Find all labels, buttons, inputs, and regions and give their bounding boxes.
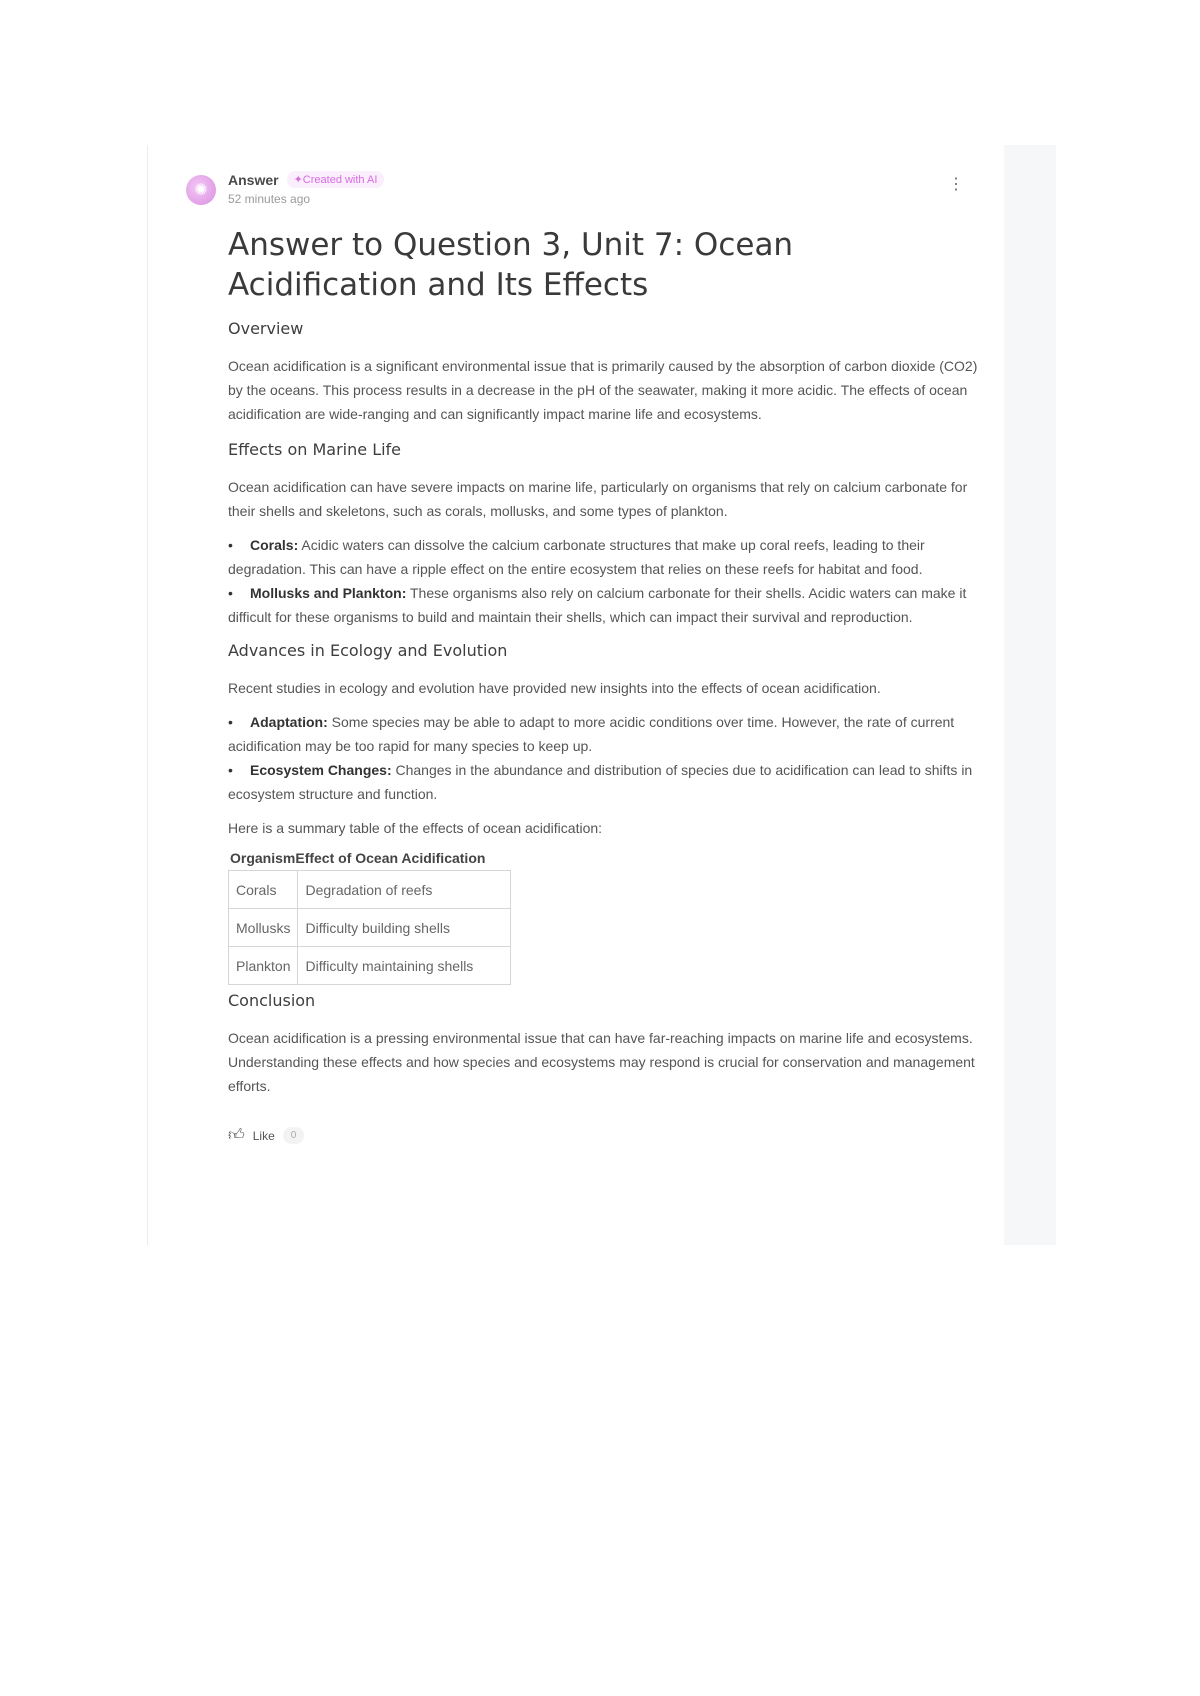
marine-text: Ocean acidification can have severe impacts on marine life, particularly on organisms that rely on calcium carbonate for their shells and skeletons, such as corals, mollusks, and some types of plankton. (228, 479, 968, 519)
list-item-term: Ecosystem Changes: (250, 762, 392, 778)
timestamp: 52 minutes ago (228, 192, 311, 206)
list-item (228, 533, 988, 581)
overview-text: Ocean acidification is a significant environmental issue that is primarily caused by the absorption of carbon dioxide (CO2) by the oceans. This process results in a decrease in the pH of the seawater, making it more acidic. The effects of ocean acidification are wide-ranging and can significantly impact marine life and ecosystems. (228, 358, 978, 422)
list-item-term: Corals: (250, 537, 299, 553)
table-row (229, 909, 511, 947)
marine-list (228, 533, 988, 629)
list-item (228, 710, 988, 758)
like-count: 0 (283, 1127, 305, 1144)
summary-table (228, 850, 988, 985)
author-label: Answer (228, 171, 279, 188)
list-item-text: These organisms also rely on calcium carbonate for their shells. Acidic waters can make it difficult for these organisms to build and maintain their shells, which can impact their survival and reproduction. (228, 585, 967, 625)
answer-content (228, 225, 988, 1145)
like-button[interactable]: Like (252, 1128, 275, 1143)
conclusion-text: Ocean acidification is a pressing environmental issue that can have far-reaching impacts on marine life and ecosystems. Understanding these effects and how species and ecosystems may respond is crucial for conservation and management efforts. (228, 1030, 975, 1094)
section-heading-advances: Advances in Ecology and Evolution (228, 641, 508, 660)
section-heading-marine: Effects on Marine Life (228, 440, 402, 459)
table-cell: Mollusks (229, 909, 298, 947)
advances-text: Recent studies in ecology and evolution have provided new insights into the effects of ocean acidification. (228, 680, 881, 696)
list-item-term: Mollusks and Plankton: (250, 585, 407, 601)
list-item-text: Acidic waters can dissolve the calcium carbonate structures that make up coral reefs, leading to their degradation. This can have a ripple effect on the entire ecosystem that relies on these reefs for habitat and food. (228, 537, 925, 577)
thumbs-up-icon[interactable]: 👍︎ (228, 1127, 245, 1144)
page-title: Answer to Question 3, Unit 7: Ocean Acidification and Its Effects (228, 227, 794, 303)
answer-header (228, 171, 384, 206)
list-item (228, 581, 988, 629)
bullet-icon: • (228, 537, 233, 553)
table-header (228, 850, 988, 866)
table-cell: Plankton (229, 947, 298, 985)
more-vertical-icon[interactable]: ⋮ (948, 176, 964, 193)
list-item (228, 758, 988, 806)
answer-card (147, 145, 1004, 1245)
table-cell: Degradation of reefs (298, 871, 511, 909)
summary-intro: Here is a summary table of the effects of ocean acidification: (228, 820, 603, 836)
advances-list (228, 710, 988, 806)
section-heading-conclusion: Conclusion (228, 991, 316, 1010)
list-item-term: Adaptation: (250, 714, 328, 730)
sparkle-icon: ✦ (293, 174, 303, 186)
table-cell: Difficulty building shells (298, 909, 511, 947)
author-row (228, 171, 384, 188)
list-item-text: Some species may be able to adapt to more acidic conditions over time. However, the rate of current acidification may be too rapid for many species to keep up. (228, 714, 955, 754)
list-item-text: Changes in the abundance and distribution of species due to acidification can lead to shifts in ecosystem structure and function. (228, 762, 973, 802)
ai-badge (287, 171, 385, 188)
bullet-icon: • (228, 585, 233, 601)
ai-badge-label: Created with AI (302, 174, 378, 186)
table-header-effect: Effect of Ocean Acidification (295, 850, 486, 866)
bullet-icon: • (228, 762, 233, 778)
section-heading-overview: Overview (228, 319, 304, 338)
table-body (228, 870, 511, 985)
table-row (229, 871, 511, 909)
brain-avatar-icon: ✺ (186, 175, 216, 205)
table-cell: Difficulty maintaining shells (298, 947, 511, 985)
table-row (229, 947, 511, 985)
table-cell: Corals (229, 871, 298, 909)
table-header-organism: Organism (230, 850, 296, 866)
bullet-icon: • (228, 714, 233, 730)
like-row (228, 1126, 988, 1145)
right-rail (1004, 145, 1056, 1245)
